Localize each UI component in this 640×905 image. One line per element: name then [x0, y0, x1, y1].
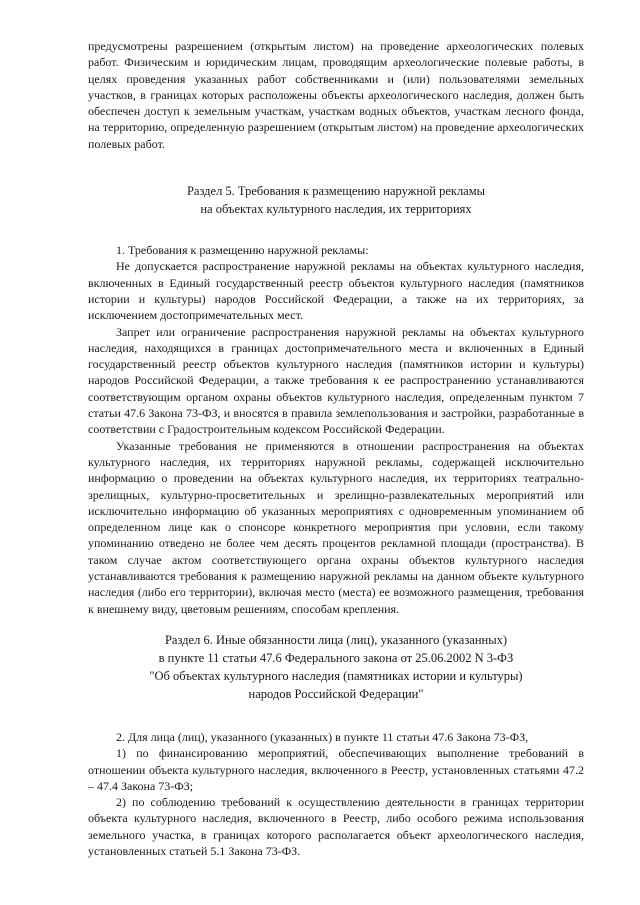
section-6-title-line-1: Раздел 6. Иные обязанности лица (лиц), указанного (указанных)	[164, 632, 508, 647]
section-6-paragraph-2: 2) по соблюдению требований к осуществлению деятельности в границах территории объекта культурного наследия, включенного в Реестр, либо особого режима использования земельного участка, в границах которого располагается объект археологического наследия, установленных статьей 5.1 Закона 73-ФЗ.	[88, 795, 584, 858]
section-5-title-line-1: Раздел 5. Требования к размещению наружной рекламы	[186, 184, 486, 199]
section-5-paragraph-3: Указанные требования не применяются в отношении распространения на объектах культурного наследия, их территориях наружной рекламы, содержащей исключительно информацию о проведении на объектах культурного наследия, их территориях театрально-зрелищных, культурно-просветительных и зрелищно-развлекательных мероприятий или исключительно информацию об указанных мероприятиях с одновременным упоминанием об определенном лице как о спонсоре конкретного мероприятия при условии, если такому упоминанию отведено не более чем десять процентов рекламной площади (пространства). В таком случае актом соответствующего органа охраны объектов культурного наследия устанавливаются требования к размещению наружной рекламы на данном объекте культурного наследия (либо его территории), включая место (места) ее возможного размещения, требования к внешнему виду, цветовым решениям, способам крепления.	[88, 438, 584, 616]
section-5-paragraph-2: Запрет или ограничение распространения наружной рекламы на объектах культурного наследия, находящихся в границах достопримечательного места и включенных в Единый государственный реестр объектов культурного наследия (памятников истории и культуры) народов Российской Федерации, а также требования к ее распространению устанавливаются соответствующим органом охраны объектов культурного наследия, определенным пунктом 7 статьи 47.6 Закона 73-ФЗ, и вносятся в правила землепользования и застройки, разработанные в соответствии с Градостроительным кодексом Российской Федерации.	[88, 324, 584, 437]
section-5-paragraph-1: Не допускается распространение наружной рекламы на объектах культурного наследия, включенных в Единый государственный реестр объектов культурного наследия (памятников истории и культуры) народов Российской Федерации, а также на их территориях, за исключением достопримечательных мест.	[88, 259, 584, 323]
section-5-item-1: 1. Требования к размещению наружной рекламы:	[116, 243, 369, 258]
section-6-title-line-3: "Об объектах культурного наследия (памятниках истории и культуры)	[149, 668, 523, 683]
intro-paragraph: предусмотрены разрешением (открытым листом) на проведение археологических полевых работ. Физическим и юридическим лицам, проводящим археологические полевые работы, в целях проведения указанных работ собственниками и (или) пользователями земельных участков, в границах которых расположены объекты археологического наследия, должен быть обеспечен доступ к земельным участкам, участкам водных объектов, участкам лесного фонда, на территорию, определенную разрешением (открытым листом) на проведение археологических полевых работ.	[88, 39, 584, 151]
section-6-paragraph-1: 1) по финансированию мероприятий, обеспечивающих выполнение требований в отношении объекта культурного наследия, включенного в Реестр, установленных статьями 47.2 – 47.4 Закона 73-ФЗ;	[88, 746, 584, 793]
section-6-title-line-4: народов Российской Федерации"	[248, 686, 424, 701]
document-page	[88, 38, 584, 859]
section-6-title-line-2: в пункте 11 статьи 47.6 Федерального закона от 25.06.2002 N 3-ФЗ	[158, 650, 514, 665]
section-5-heading	[88, 182, 584, 218]
section-6-heading	[88, 631, 584, 703]
section-5-title-line-2: на объектах культурного наследия, их территориях	[200, 202, 472, 217]
section-6-item-2: 2. Для лица (лиц), указанного (указанных) в пункте 11 статьи 47.6 Закона 73-ФЗ,	[116, 729, 529, 744]
